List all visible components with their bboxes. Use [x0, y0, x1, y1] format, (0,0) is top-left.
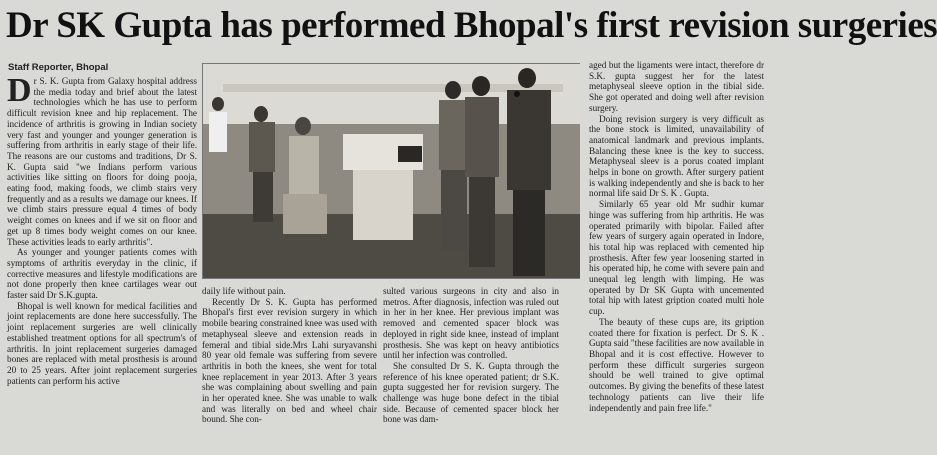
- paragraph: The beauty of these cups are, its gription coated there for fixation is perfect. Dr S. K . Gupta said "these facilities are now available in Bhopal and it is cost effective. However to perform these difficult surgeries surgeon should be well trained to give optimal outcomes. By giving the benefits of these latest technology patients can live their life independently and pain free life.": [589, 316, 764, 413]
- paragraph: daily life without pain.: [202, 286, 286, 296]
- paragraph: Similarly 65 year old Mr sudhir kumar hinge was suffering from hip arthritis. He was operated primarily with bipolar. Failed after few years of surgery again operated in Indore, his total hip was replaced with cemented hip prosthesis. After few year loosening started in his operated hip, he come with severe pain and unequal leg length with limping. He was operated by Dr SK Gupta with uncemented total hip with latest gription coated multi hole cup.: [589, 199, 764, 317]
- paragraph: As younger and younger patients comes with symptoms of arthritis everyday in the clinic, if corrective measures and lifestyle modifications are not done properly then knee cartilages wear out faster said Dr S.K.gupta.: [7, 247, 197, 301]
- paragraph: Recently Dr S. K. Gupta has performed Bhopal's first ever revision surgery in which mobile bearing constrained knee was used with metaphyseal sleeve and extension reads in femeral and tibial side.Mrs Lahi suryavanshi 80 year old female was suffering from severe arthritis in both the knees, she went for total knee replacement in year 2013. After 3 years she was complaining about swelling and pain in her operated knee. She was unable to walk and was literally on bed and wheel chair bound. She con-: [202, 296, 377, 425]
- photo-illustration: [203, 64, 581, 278]
- article-column-3: [383, 286, 559, 425]
- paragraph: Doing revision surgery is very difficult as the bone stock is limited, unavailability of anatomical landmark and previous implants. Balancing these knee is the key to success. Metaphyseal sleev is a porus coated implant helps in bone on growth. After surgery patient is walking independently and she is back to her normal life said Dr S. K . Gupta.: [589, 113, 764, 199]
- column-gutter: [580, 60, 588, 286]
- article-column-2: [202, 286, 377, 425]
- paragraph: sulted various surgeons in city and also in metros. After diagnosis, infection was ruled out in her in her knee. Her previous implant was removed and cemented spacer block was deployed in right side knee, instead of implant prosthesis. She was kept on heavy antibiotics until her infection was controlled.: [383, 286, 559, 361]
- byline: Staff Reporter, Bhopal: [8, 62, 109, 73]
- press-conference-photo: [202, 63, 582, 279]
- paragraph: aged but the ligaments were intact, therefore dr S.K. gupta suggest her for the latest metaphyseal sleeve option in the tibial side. She got operated and doing well after revision surgery.: [589, 60, 764, 113]
- headline: Dr SK Gupta has performed Bhopal's first revision surgeries: [6, 5, 937, 46]
- paragraph: Dr S. K. Gupta from Galaxy hospital address the media today and brief about the latest technologies which he has use to perform difficult revision knee and hip replacement. The incidence of arthritis is growing in Indian society very fast and younger and younger generation is suffering from arthritis in early stage of their life. The reasons are our customs and traditions, Dr S. K. Gupta said "we Indians perform various activities like sitting on floors for doing pooja, eating food, making foods, we climb stairs very frequently and as a results we damage our knees. If we climb stairs pressure equal 4 times of body weight comes on knees and if we sit on floor and get up 8 times body weight comes on our knee. These activities leads to early arthritis".: [7, 72, 197, 247]
- drop-cap: D: [7, 72, 32, 109]
- paragraph: She consulted Dr S. K. Gupta through the reference of his knee operated patient; dr S.K. gupta suggested her for revision surgery. The challenge was huge bone defect in the tibial side. Because of cemented spacer block her bone was dam-: [383, 360, 559, 425]
- article-column-1: [7, 72, 197, 386]
- paragraph: Bhopal is well known for medical facilities and joint replacements are done here successfully. The joint replacement surgeries are well clinically established treatment options for all spectrum's of arthritis. In joint replacement surgeries damaged bones are replaced with metal prosthesis is around 20 to 25 years. After joint replacement surgeries patients can perform his active: [7, 300, 197, 386]
- article-column-4: [589, 60, 764, 413]
